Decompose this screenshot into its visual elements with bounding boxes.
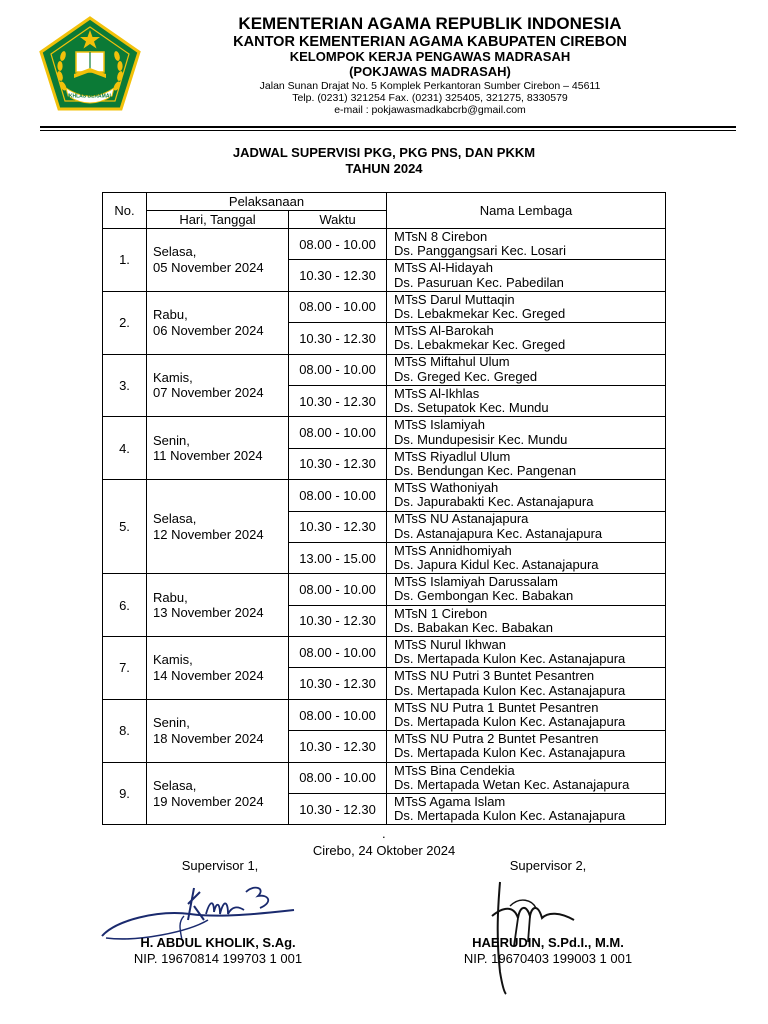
day-date-cell	[147, 699, 289, 762]
institution-address: Ds. Mundupesisir Kec. Mundu	[394, 431, 568, 447]
day-date-cell	[147, 637, 289, 700]
institution-name: MTsS Bina Cendekia	[394, 762, 515, 778]
office-name: KANTOR KEMENTERIAN AGAMA KABUPATEN CIREBON	[233, 33, 627, 50]
institution-cell	[387, 574, 666, 605]
schedule-body	[103, 229, 666, 825]
day-date-cell	[147, 480, 289, 574]
institution-cell	[387, 511, 666, 542]
institution-name: MTsS Annidhomiyah	[394, 542, 512, 558]
institution-name: MTsS Al-Hidayah	[394, 260, 493, 276]
row-number: 8.	[103, 699, 147, 762]
institution-address: Ds. Mertapada Kulon Kec. Astanajapura	[394, 682, 626, 698]
row-number: 6.	[103, 574, 147, 637]
day-date-cell	[147, 291, 289, 354]
institution-address: Ds. Japura Kidul Kec. Astanajapura	[394, 557, 599, 573]
group-name: KELOMPOK KERJA PENGAWAS MADRASAH	[289, 49, 571, 65]
institution-cell	[387, 480, 666, 511]
time-slot: 08.00 - 10.00	[289, 762, 387, 793]
date-text: 18 November 2024	[153, 730, 264, 746]
time-slot: 10.30 - 12.30	[289, 323, 387, 354]
day-name: Selasa,	[153, 777, 197, 793]
header-no: No.	[103, 193, 147, 229]
letterhead-divider-thin	[40, 130, 736, 131]
supervisor-2-nip: NIP. 19670403 199003 1 001	[463, 951, 633, 966]
date-text: 05 November 2024	[153, 259, 264, 275]
group-abbreviation: (POKJAWAS MADRASAH)	[349, 64, 511, 80]
row-number: 1.	[103, 229, 147, 292]
ministry-name: KEMENTERIAN AGAMA REPUBLIK INDONESIA	[238, 14, 622, 33]
day-name: Selasa,	[153, 511, 197, 527]
institution-name: MTsS NU Putri 3 Buntet Pesantren	[394, 668, 595, 684]
time-slot: 10.30 - 12.30	[289, 385, 387, 416]
time-slot: 08.00 - 10.00	[289, 291, 387, 322]
institution-address: Ds. Astanajapura Kec. Astanajapura	[394, 525, 603, 541]
day-date-cell	[147, 354, 289, 417]
institution-name: MTsS Islamiyah Darussalam	[394, 574, 558, 590]
institution-address: Ds. Pasuruan Kec. Pabedilan	[394, 274, 564, 290]
document-title	[0, 145, 768, 178]
day-name: Selasa,	[153, 244, 197, 260]
date-text: 11 November 2024	[153, 448, 263, 464]
time-slot: 10.30 - 12.30	[289, 605, 387, 636]
date-text: 13 November 2024	[153, 605, 264, 621]
day-name: Senin,	[153, 432, 190, 448]
institution-address: Ds. Mertapada Kulon Kec. Astanajapura	[394, 714, 626, 730]
institution-name: MTsN 1 Cirebon	[394, 605, 488, 621]
time-slot: 10.30 - 12.30	[289, 731, 387, 762]
time-slot: 13.00 - 15.00	[289, 542, 387, 573]
institution-address: Ds. Mertapada Wetan Kec. Astanajapura	[394, 776, 630, 792]
time-slot: 08.00 - 10.00	[289, 229, 387, 260]
supervisor-1-label: Supervisor 1,	[181, 858, 259, 873]
institution-name: MTsS Al-Ikhlas	[394, 385, 480, 401]
institution-address: Ds. Japurabakti Kec. Astanajapura	[394, 494, 594, 510]
time-slot: 08.00 - 10.00	[289, 480, 387, 511]
place-date: Cirebo, 24 Oktober 2024	[312, 843, 456, 858]
row-number: 3.	[103, 354, 147, 417]
time-slot: 08.00 - 10.00	[289, 637, 387, 668]
institution-address: Ds. Gembongan Kec. Babakan	[394, 588, 574, 604]
institution-name: MTsS Nurul Ikhwan	[394, 636, 506, 652]
institution-cell	[387, 668, 666, 699]
institution-address: Ds. Mertapada Kulon Kec. Astanajapura	[394, 651, 626, 667]
institution-address: Ds. Bendungan Kec. Pangenan	[394, 462, 577, 478]
institution-name: MTsS Agama Islam	[394, 793, 506, 809]
office-email: e-mail : pokjawasmadkabcrb@gmail.com	[334, 104, 526, 117]
institution-cell	[387, 323, 666, 354]
row-number: 5.	[103, 480, 147, 574]
institution-name: MTsS Darul Muttaqin	[394, 291, 515, 307]
table-row	[103, 699, 666, 730]
institution-cell	[387, 699, 666, 730]
supervisor-2-label: Supervisor 2,	[509, 858, 587, 873]
header-day: Hari, Tanggal	[147, 211, 289, 229]
institution-cell	[387, 229, 666, 260]
time-slot: 08.00 - 10.00	[289, 699, 387, 730]
table-row	[103, 291, 666, 322]
letterhead-divider-thick	[40, 126, 736, 128]
institution-name: MTsS NU Putra 2 Buntet Pesantren	[394, 731, 599, 747]
time-slot: 08.00 - 10.00	[289, 417, 387, 448]
institution-cell	[387, 605, 666, 636]
date-text: 19 November 2024	[153, 793, 264, 809]
institution-name: MTsS Wathoniyah	[394, 480, 499, 496]
title-line-1: JADWAL SUPERVISI PKG, PKG PNS, DAN PKKM	[232, 145, 536, 160]
institution-address: Ds. Lebakmekar Kec. Greged	[394, 337, 566, 353]
day-name: Rabu,	[153, 589, 188, 605]
institution-cell	[387, 417, 666, 448]
institution-name: MTsS Riyadlul Ulum	[394, 448, 511, 464]
day-name: Rabu,	[153, 307, 188, 323]
institution-address: Ds. Setupatok Kec. Mundu	[394, 400, 549, 416]
logo-text: IKHLAS BERAMAL	[67, 93, 113, 100]
day-name: Senin,	[153, 715, 190, 731]
institution-cell	[387, 448, 666, 479]
time-slot: 10.30 - 12.30	[289, 448, 387, 479]
institution-name: MTsS Al-Barokah	[394, 323, 494, 339]
date-text: 06 November 2024	[153, 322, 264, 338]
header-time: Waktu	[289, 211, 387, 229]
header-institution: Nama Lembaga	[387, 193, 666, 229]
schedule-table	[102, 192, 666, 825]
letterhead-text	[150, 14, 710, 116]
institution-cell	[387, 762, 666, 793]
institution-cell	[387, 542, 666, 573]
table-row	[103, 762, 666, 793]
day-date-cell	[147, 762, 289, 825]
time-slot: 08.00 - 10.00	[289, 354, 387, 385]
table-row	[103, 229, 666, 260]
stray-dot: .	[382, 826, 386, 841]
header-pelaksanaan: Pelaksanaan	[147, 193, 387, 211]
institution-address: Ds. Babakan Kec. Babakan	[394, 619, 553, 635]
table-row	[103, 354, 666, 385]
institution-cell	[387, 385, 666, 416]
kemenag-logo-icon	[38, 16, 142, 112]
institution-name: MTsS Islamiyah	[394, 417, 486, 433]
institution-cell	[387, 637, 666, 668]
day-name: Kamis,	[153, 652, 193, 668]
day-date-cell	[147, 574, 289, 637]
supervisor-1-name: H. ABDUL KHOLIK, S.Ag.	[140, 935, 296, 950]
institution-address: Ds. Greged Kec. Greged	[394, 368, 538, 384]
table-row	[103, 574, 666, 605]
table-row	[103, 417, 666, 448]
date-text: 14 November 2024	[153, 667, 264, 683]
institution-cell	[387, 291, 666, 322]
row-number: 2.	[103, 291, 147, 354]
letterhead	[0, 0, 768, 130]
supervisor-1-nip: NIP. 19670814 199703 1 001	[133, 951, 303, 966]
date-text: 12 November 2024	[153, 526, 264, 542]
date-text: 07 November 2024	[153, 385, 264, 401]
institution-name: MTsS NU Putra 1 Buntet Pesantren	[394, 699, 599, 715]
table-row	[103, 637, 666, 668]
time-slot: 10.30 - 12.30	[289, 260, 387, 291]
institution-cell	[387, 354, 666, 385]
office-address: Jalan Sunan Drajat No. 5 Komplek Perkantoran Sumber Cirebon – 45611	[259, 80, 601, 93]
institution-address: Ds. Panggangsari Kec. Losari	[394, 243, 566, 259]
row-number: 9.	[103, 762, 147, 825]
day-date-cell	[147, 417, 289, 480]
institution-address: Ds. Mertapada Kulon Kec. Astanajapura	[394, 745, 626, 761]
institution-cell	[387, 260, 666, 291]
day-date-cell	[147, 229, 289, 292]
time-slot: 08.00 - 10.00	[289, 574, 387, 605]
title-line-2: TAHUN 2024	[345, 161, 423, 177]
time-slot: 10.30 - 12.30	[289, 511, 387, 542]
institution-name: MTsS Miftahul Ulum	[394, 354, 510, 370]
institution-name: MTsN 8 Cirebon	[394, 228, 488, 244]
institution-name: MTsS NU Astanajapura	[394, 511, 529, 527]
time-slot: 10.30 - 12.30	[289, 794, 387, 825]
time-slot: 10.30 - 12.30	[289, 668, 387, 699]
supervisor-2-name: HAERUDIN, S.Pd.I., M.M.	[472, 935, 624, 950]
institution-cell	[387, 794, 666, 825]
day-name: Kamis,	[153, 369, 193, 385]
institution-address: Ds. Mertapada Kulon Kec. Astanajapura	[394, 808, 626, 824]
institution-cell	[387, 731, 666, 762]
table-row	[103, 480, 666, 511]
row-number: 4.	[103, 417, 147, 480]
row-number: 7.	[103, 637, 147, 700]
institution-address: Ds. Lebakmekar Kec. Greged	[394, 305, 566, 321]
office-phone: Telp. (0231) 321254 Fax. (0231) 325405, 321275, 8330579	[292, 92, 568, 105]
